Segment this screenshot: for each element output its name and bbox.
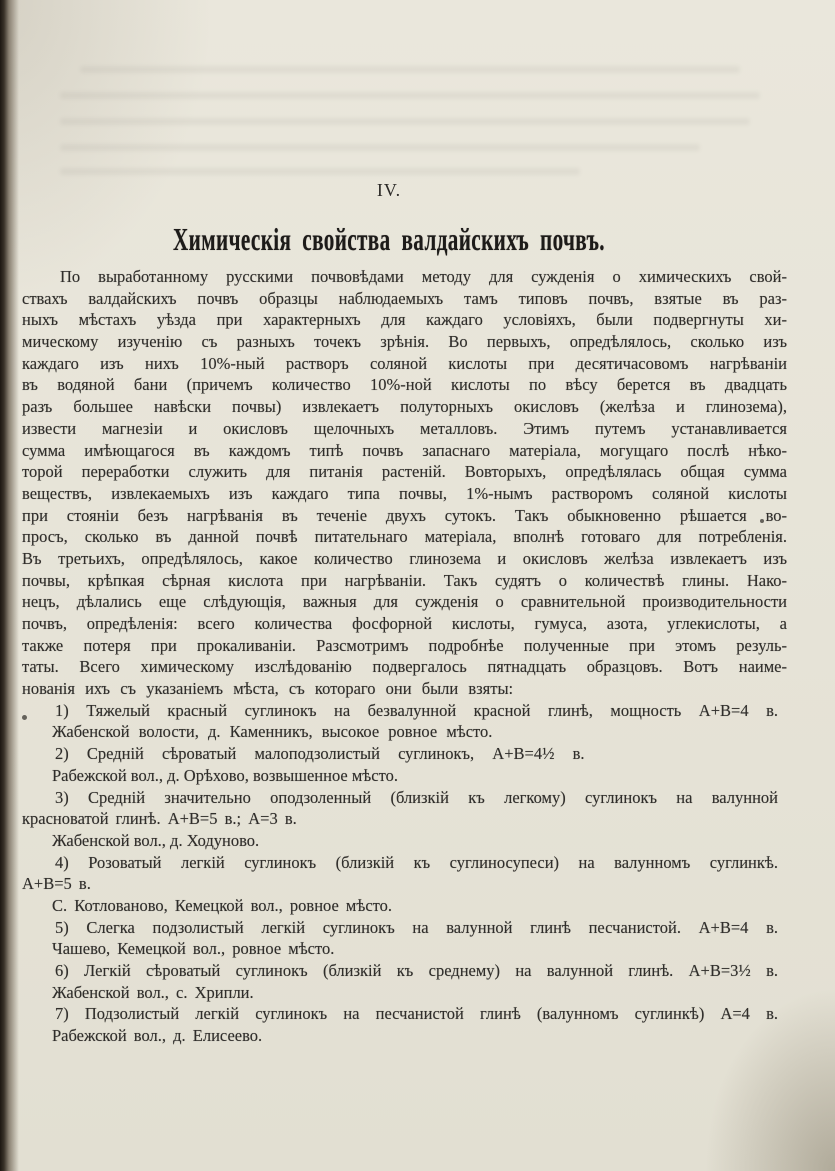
paragraph-line: таты. Всего химическому изслѣдованію подвергалось пятнадцать образцовъ. Вотъ наиме- (22, 657, 787, 677)
paragraph-line: Въ третьихъ, опредѣлялось, какое количество глинозема и окисловъ желѣза извлекаетъ изъ (22, 548, 787, 568)
paragraph-line: почвы, крѣпкая сѣрная кислота при нагрѣваніи. Такъ судятъ о количествѣ глины. Нако- (22, 570, 787, 590)
list-item-continuation: А+В=5 в. (22, 874, 91, 894)
bleed-through-line (60, 92, 760, 99)
section-number: IV. (376, 180, 402, 200)
paragraph-line: нованія ихъ съ указаніемъ мѣста, съ котораго они были взяты: (22, 679, 514, 699)
list-item-location: Чашево, Кемецкой вол., ровное мѣсто. (52, 939, 335, 959)
list-item-heading: 5) Слегка подзолистый легкій суглинокъ на валунной глинѣ песчанистой. А+В=4 в. (55, 917, 778, 937)
list-item-location: С. Котлованово, Кемецкой вол., ровное мѣсто. (52, 895, 393, 915)
paragraph-line: ныхъ мѣстахъ уѣзда при характерныхъ для каждаго условіяхъ, были подвергнуты хи- (22, 310, 787, 330)
paragraph-line: также потеря при прокаливаніи. Разсмотримъ подробнѣе полученные при этомъ резуль- (22, 635, 787, 655)
bleed-through-line (60, 168, 580, 175)
paragraph-line: ствахъ валдайскихъ почвъ образцы наблюдаемыхъ тамъ типовъ почвъ, взятые въ раз- (22, 288, 787, 308)
list-item-heading: 3) Средній значительно оподзоленный (близкій къ легкому) суглинокъ на валунной (55, 787, 778, 807)
paragraph-line: веществъ, извлекаемыхъ изъ каждаго типа почвы, 1%-нымъ растворомъ соляной кислоты (22, 483, 787, 503)
page-title: Химическія свойства валдайскихъ почвъ. (173, 221, 605, 257)
list-item-heading: 6) Легкій сѣроватый суглинокъ (близкій къ среднему) на валунной глинѣ. А+В=3½ в. (55, 961, 778, 980)
paragraph-line: почвъ, опредѣленія: всего количества фосфорной кислоты, гумуса, азота, углекислоты, а (22, 614, 787, 633)
text-body (22, 266, 787, 1047)
bleed-through-line (60, 144, 700, 151)
list-item-location: Жабенской вол., д. Ходуново. (52, 830, 260, 850)
list-item-continuation: красноватой глинѣ. А+В=5 в.; А=3 в. (22, 809, 297, 829)
bleed-through-line (80, 66, 740, 73)
list-item-heading: 1) Тяжелый красный суглинокъ на безвалунной красной глинѣ, мощность А+В=4 в. (55, 700, 778, 720)
list-item-heading: 7) Подзолистый легкій суглинокъ на песчанистой глинѣ (валунномъ суглинкѣ) А=4 в. (55, 1004, 778, 1024)
paragraph-line: въ водяной бани (причемъ количество 10%-ной кислоты по вѣсу берется въ двадцать (22, 375, 787, 395)
paragraph-line: извести магнезіи и окисловъ щелочныхъ металловъ. Этимъ путемъ устанавливается (22, 418, 787, 438)
list-item-heading: 2) Средній сѣроватый малоподзолистый суглинокъ, А+В=4½ в. (55, 744, 585, 764)
list-item-location: Жабенской вол., с. Хрипли. (52, 982, 254, 1002)
paragraph-line: просъ, сколько въ данной почвѣ питательнаго матеріала, вполнѣ готоваго для потребленія. (22, 527, 787, 547)
paragraph-line: сумма имѣющагося въ каждомъ типѣ почвъ запаснаго матеріала, могущаго послѣ нѣко- (22, 440, 787, 460)
paragraph-line: торой переработки служить для питанія растеній. Вовторыхъ, опредѣлялась общая сумма (22, 462, 787, 482)
list-item-location: Рабежской вол., д. Елисеево. (52, 1026, 263, 1046)
paragraph-line: По выработанному русскими почвовѣдами методу для сужденія о химическихъ свой- (60, 267, 787, 286)
bleed-through-line (60, 118, 750, 125)
paragraph-line: мическому изученію съ разныхъ точекъ зрѣнія. Во первыхъ, опредѣлялось, сколько изъ (22, 332, 787, 352)
list-item-location: Рабежской вол., д. Орѣхово, возвышенное мѣсто. (52, 765, 398, 785)
paragraph-line: при стояніи безъ нагрѣванія въ теченіе двухъ сутокъ. Такъ обыкновенно рѣшается во- (22, 505, 787, 525)
list-item-location: Жабенской волости, д. Каменникъ, высокое ровное мѣсто. (52, 722, 493, 742)
paragraph-line: каждаго изъ нихъ 10%-ный растворъ соляной кислоты при десятичасовомъ нагрѣваніи (22, 353, 787, 373)
list-item-heading: 4) Розоватый легкій суглинокъ (близкій къ суглиносупеси) на валунномъ суглинкѣ. (55, 852, 778, 872)
paragraph-line: разъ большее навѣски почвы) извлекаетъ полуторныхъ окисловъ (желѣза и глинозема), (22, 397, 787, 417)
paragraph-line: нецъ, дѣлались еще слѣдующія, важныя для сужденія о сравнительной производительности (22, 592, 787, 612)
